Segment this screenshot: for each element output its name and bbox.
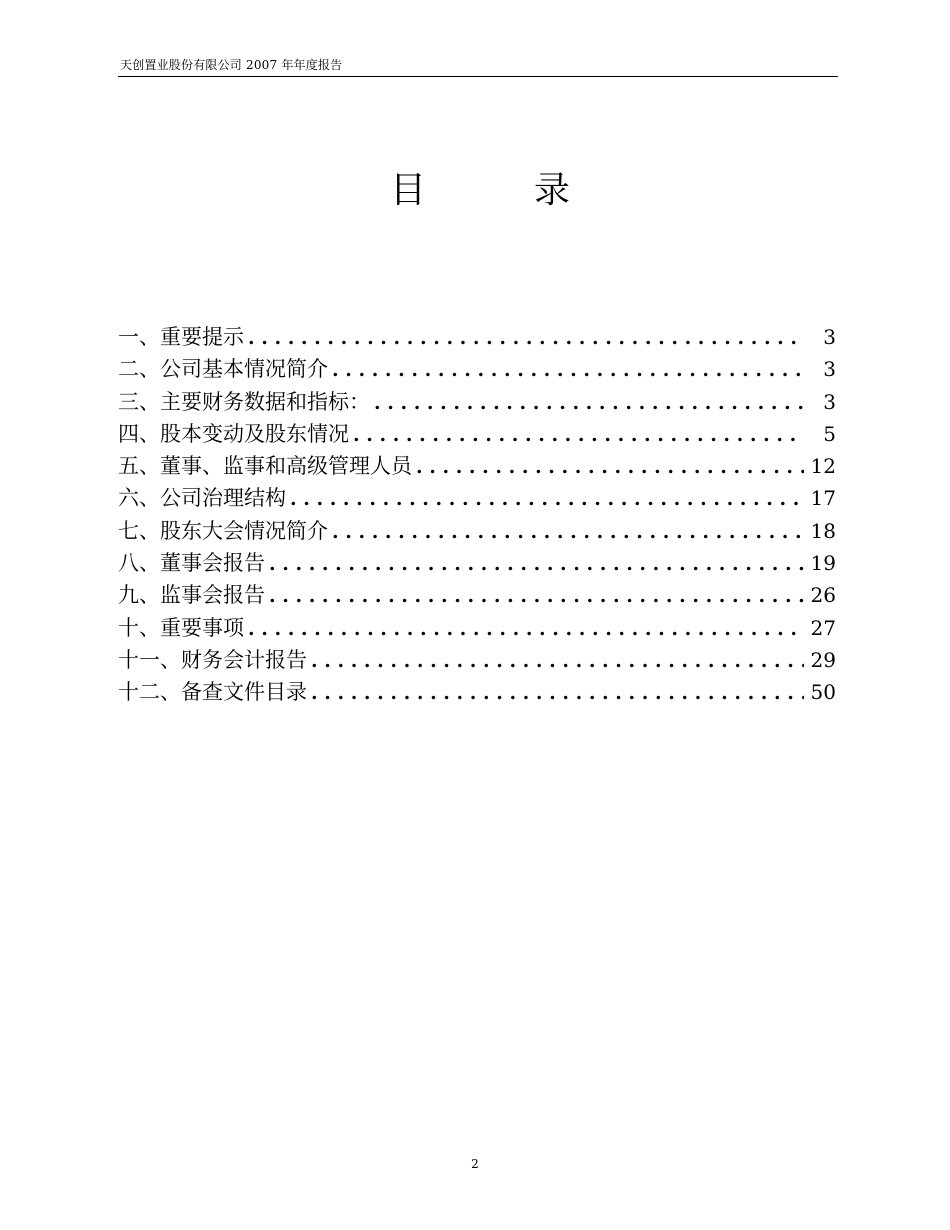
toc-dot-leader [311, 677, 804, 709]
toc-page-number: 50 [810, 680, 836, 705]
toc-entry-label: 十一、财务会计报告 [118, 647, 307, 672]
toc-entry-label: 四、股本变动及股东情况 [118, 421, 349, 446]
header-text: 天创置业股份有限公司 2007 年年度报告 [120, 58, 343, 72]
toc-entry-label: 九、监事会报告 [118, 583, 265, 608]
toc-entry-label: 二、公司基本情况简介 [118, 357, 328, 382]
toc-page-number: 27 [810, 615, 836, 640]
toc-dot-leader [332, 354, 804, 386]
toc-entry-label: 一、重要提示 [118, 325, 244, 349]
running-header [118, 56, 838, 77]
toc-dot-leader [248, 322, 804, 354]
toc-page-number: 29 [810, 647, 836, 672]
toc-entry[interactable] [118, 612, 836, 644]
toc-dot-leader [416, 451, 804, 483]
toc-dot-leader [353, 419, 804, 451]
toc-page-number: 3 [823, 325, 836, 349]
toc-entry-label: 十二、备查文件目录 [118, 680, 307, 705]
toc-entry[interactable] [118, 386, 836, 418]
toc-page-number: 18 [810, 518, 836, 543]
toc-entry[interactable] [118, 676, 836, 708]
toc-entry[interactable] [118, 515, 836, 547]
toc-entry[interactable] [118, 418, 836, 450]
toc-entry[interactable] [118, 353, 836, 385]
toc-dot-leader [269, 548, 804, 580]
toc-page-number: 5 [823, 421, 836, 446]
toc-entry[interactable] [118, 547, 836, 579]
toc-entry-label: 六、公司治理结构 [118, 486, 286, 511]
toc-page-number: 26 [810, 583, 836, 608]
toc-page-number: 17 [810, 486, 836, 511]
footer-page-number: 2 [471, 1157, 479, 1171]
toc-entry-label: 三、主要财务数据和指标： [118, 389, 370, 414]
toc-page-number: 3 [823, 389, 836, 414]
toc-entry-label: 十、重要事项 [118, 615, 244, 640]
toc-dot-leader [311, 645, 804, 677]
toc-page-number: 12 [810, 454, 836, 479]
toc-entry[interactable] [118, 482, 836, 514]
toc-entry-label: 五、董事、监事和高级管理人员 [118, 454, 412, 479]
toc-entry[interactable] [118, 321, 836, 353]
toc-page-number: 3 [823, 357, 836, 382]
toc-entry[interactable] [118, 644, 836, 676]
toc-dot-leader [248, 613, 804, 645]
toc-dot-leader [269, 580, 804, 612]
toc-entry-label: 七、股东大会情况简介 [118, 518, 328, 543]
toc-dot-leader [290, 483, 804, 515]
toc-dot-leader [374, 387, 804, 419]
toc-entry[interactable] [118, 579, 836, 611]
toc-dot-leader [332, 516, 804, 548]
toc-entry[interactable] [118, 450, 836, 482]
toc-page-number: 19 [810, 551, 836, 576]
toc-entry-label: 八、董事会报告 [118, 551, 265, 576]
page-title: 目 录 [389, 170, 570, 211]
table-of-contents [118, 321, 836, 709]
